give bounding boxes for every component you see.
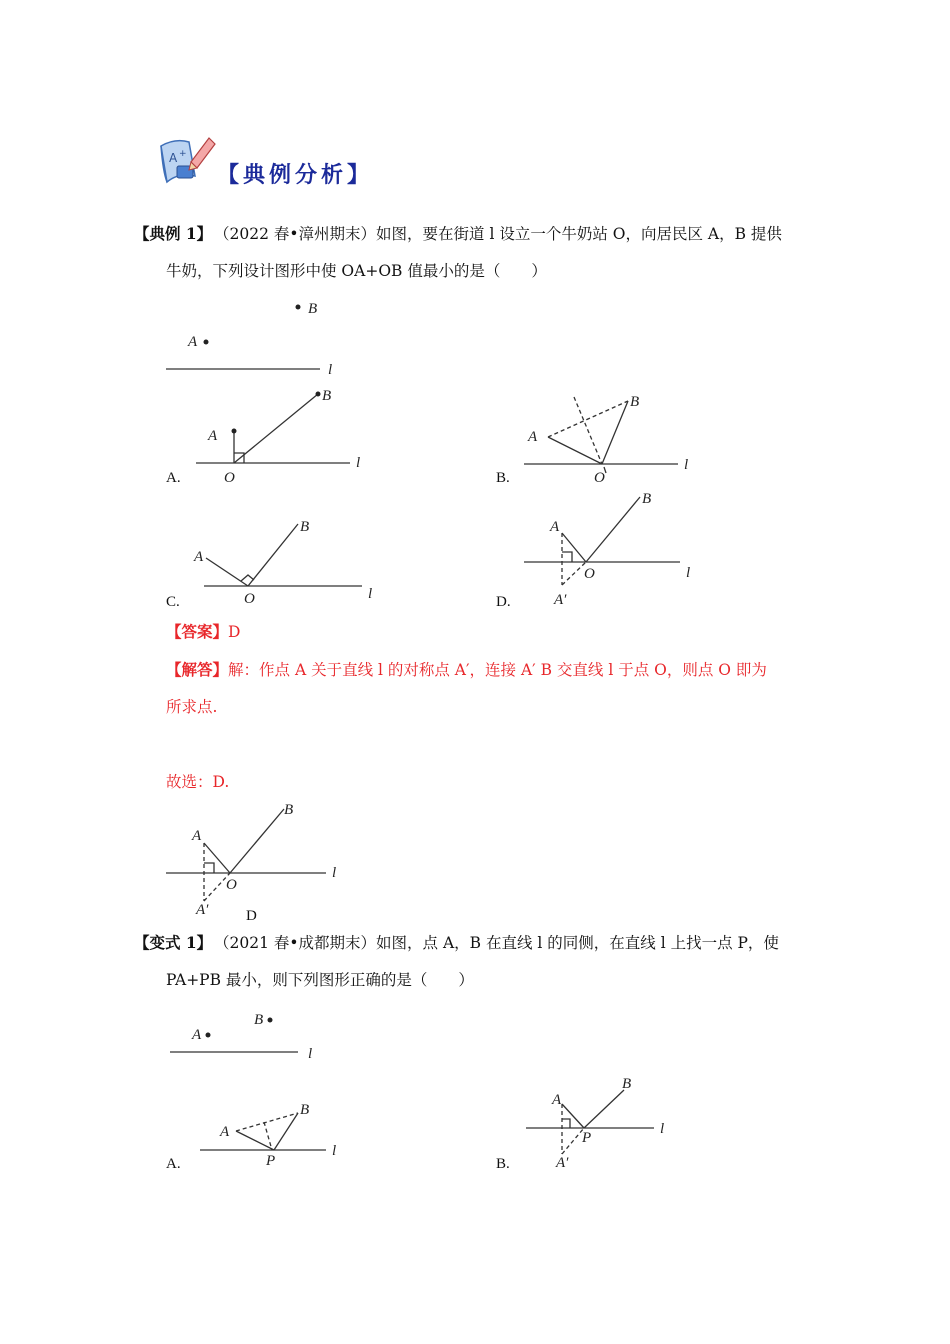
label-a: A	[188, 334, 198, 350]
solution-label: 【解答】	[166, 660, 229, 679]
example1-line2: 牛奶，下列设计图形中使 OA+OB 值最小的是（ ）	[166, 262, 547, 280]
option-b-figure	[490, 385, 710, 490]
solution-line2: 所求点.	[166, 698, 218, 716]
example1-problem-figure	[160, 295, 360, 385]
label-b: B	[308, 301, 318, 317]
variant1-problem-figure	[160, 1005, 340, 1065]
variant1-option-b-figure	[490, 1070, 690, 1175]
label-a: A	[220, 1124, 230, 1140]
right-angle-mark	[562, 552, 572, 562]
label-a-prime: A′	[196, 902, 209, 918]
segment-ap	[236, 1131, 274, 1150]
example1-line1: （2022 春•漳州期末）如图，要在街道 l 设立一个牛奶站 O，向居民区 A，B 提供	[214, 225, 782, 243]
label-b: B	[630, 394, 640, 410]
option-b-label: B.	[496, 1156, 510, 1172]
solution-text1: 解：作点 A 关于直线 l 的对称点 A′，连接 A′ B 交直线 l 于点 O，则点 O 即为	[228, 661, 767, 679]
variant1-line1: （2021 春•成都期末）如图，点 A，B 在直线 l 的同侧，在直线 l 上找一点 P，使	[214, 934, 779, 952]
label-l: l	[686, 565, 691, 581]
label-l: l	[328, 362, 333, 378]
variant1-tag: 【变式 1】	[134, 933, 213, 952]
option-a-label: A.	[166, 1156, 181, 1172]
label-l: l	[684, 457, 689, 473]
segment-a-prime-o	[562, 562, 586, 585]
point-b	[268, 1018, 273, 1023]
segment-ao	[206, 558, 248, 586]
segment-ap	[562, 1104, 584, 1128]
perpendicular-bisector	[574, 397, 602, 464]
label-a-prime: A′	[556, 1155, 569, 1171]
right-angle-mark	[562, 1119, 570, 1128]
segment-pb	[584, 1090, 624, 1128]
label-b: B	[622, 1076, 632, 1092]
segment-ao	[548, 437, 602, 464]
label-b: B	[254, 1012, 264, 1028]
label-p: P	[582, 1130, 592, 1146]
segment-ao	[204, 843, 230, 873]
label-a: A	[194, 549, 204, 565]
label-o: O	[224, 470, 235, 486]
solution-figure	[160, 795, 360, 925]
option-a-figure	[160, 385, 380, 490]
label-a: A	[192, 828, 202, 844]
segment-ob	[586, 497, 640, 562]
label-b: B	[300, 519, 310, 535]
svg-text:+: +	[179, 149, 187, 159]
point-b	[316, 392, 321, 397]
label-l: l	[332, 865, 337, 881]
answer-line	[166, 622, 240, 642]
label-l: l	[332, 1143, 337, 1159]
label-b: B	[284, 802, 294, 818]
segment-ob	[234, 394, 318, 463]
point-b	[296, 305, 301, 310]
label-a: A	[208, 428, 218, 444]
option-a-label: A.	[166, 470, 181, 486]
section-header	[155, 132, 415, 192]
point-a	[204, 340, 209, 345]
segment-ob	[248, 524, 298, 586]
option-c-label: C.	[166, 594, 180, 610]
label-o: O	[226, 877, 237, 893]
answer-label: 【答案】	[166, 622, 229, 641]
variant1-option-a-figure	[160, 1090, 360, 1175]
segment-ob	[230, 809, 284, 873]
point-a	[232, 429, 237, 434]
label-b: B	[300, 1102, 310, 1118]
option-c-figure	[160, 510, 390, 615]
right-angle-mark	[204, 863, 214, 873]
label-a: A	[192, 1027, 202, 1043]
label-o: O	[594, 470, 605, 486]
label-a: A	[552, 1092, 562, 1108]
label-a: A	[528, 429, 538, 445]
label-a: A	[550, 519, 560, 535]
label-b: B	[642, 491, 652, 507]
label-o: O	[584, 566, 595, 582]
a-plus-pencil-icon	[155, 132, 217, 190]
label-p: P	[266, 1153, 276, 1169]
solution-line1	[166, 660, 767, 680]
segment-ao	[562, 533, 586, 562]
label-o: O	[244, 591, 255, 607]
example1-tag: 【典例 1】	[134, 224, 213, 243]
label-l: l	[660, 1121, 665, 1137]
label-b: B	[322, 388, 332, 404]
label-l: l	[308, 1046, 313, 1062]
label-a-prime: A′	[554, 592, 567, 608]
conclusion: 故选：D.	[166, 773, 230, 791]
section-title: 【典例分析】	[217, 163, 374, 188]
answer-value: D	[228, 623, 241, 641]
label-l: l	[356, 455, 361, 471]
segment-a-prime-p	[562, 1128, 584, 1154]
option-b-label: B.	[496, 470, 510, 486]
svg-text:A: A	[169, 151, 178, 165]
variant1-line2: PA+PB 最小，则下列图形正确的是（ ）	[166, 971, 474, 989]
option-d-figure	[490, 485, 710, 615]
label-l: l	[368, 586, 373, 602]
option-d-label: D.	[496, 594, 511, 610]
figure-caption: D	[246, 908, 257, 924]
point-a	[206, 1033, 211, 1038]
